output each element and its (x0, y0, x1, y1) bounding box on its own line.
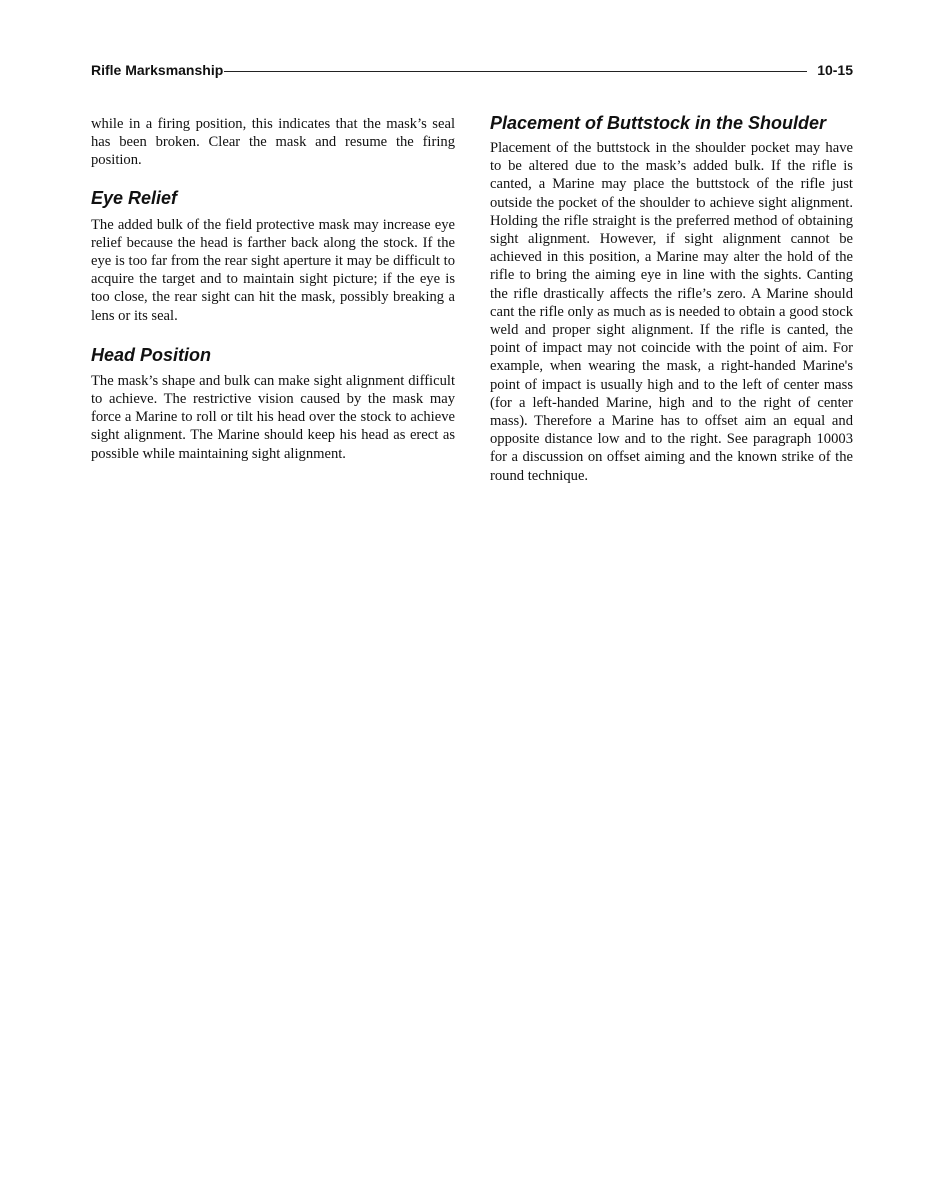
head-position-paragraph: The mask’s shape and bulk can make sight alignment difficult to achieve. The restrictive vision caused by the mask may force a Marine to roll or tilt his head over the stock to achieve sight alignment. The Marine should keep his head as erect as possible while maintaining sight alignment. (91, 372, 455, 462)
eye-relief-paragraph: The added bulk of the field protective mask may increase eye relief because the head is farther back along the stock. If the eye is too far from the rear sight aperture it may be difficult to acquire the target and to maintain sight picture; if the eye is too close, the rear sight can hit the mask, possibly breaking a lens or its seal. (91, 216, 455, 324)
buttstock-paragraph: Placement of the buttstock in the shoulder pocket may have to be altered due to the mask’s added bulk. If the rifle is canted, a Marine may place the buttstock of the rifle just outside the pocket of the shoulder to achieve sight alignment. Holding the rifle straight is the preferred method of obtaining sight alignment. However, if sight alignment cannot be achieved in this position, a Marine may alter the hold of the rifle to bring the aiming eye in line with the sights. Canting the rifle drastically affects the rifle’s zero. A Marine should cant the rifle only as much as is needed to obtain a good stock weld and proper sight alignment. If the rifle is canted, the point of impact may not coincide with the point of aim. For example, when wearing the mask, a right-handed Marine's point of impact is usually high and to the left of center mass (for a left-handed Marine, high and to the right of center mass). Therefore a Marine has to offset aim an equal and opposite distance low and to the right. See paragraph 10003 for a discussion on offset aiming and the known strike of the round technique. (490, 140, 853, 484)
page-number: 10-15 (817, 62, 853, 78)
eye-relief-heading: Eye Relief (91, 187, 178, 208)
right-column (490, 115, 853, 485)
head-position-heading: Head Position (91, 344, 212, 365)
intro-paragraph: while in a firing position, this indicates that the mask’s seal has been broken. Clear the mask and resume the firing position. (91, 116, 455, 169)
buttstock-heading: Placement of Buttstock in the Shoulder (490, 113, 827, 133)
header-rule (224, 71, 807, 72)
running-header (91, 60, 853, 80)
chapter-title: Rifle Marksmanship (91, 62, 224, 78)
left-column (91, 115, 455, 463)
